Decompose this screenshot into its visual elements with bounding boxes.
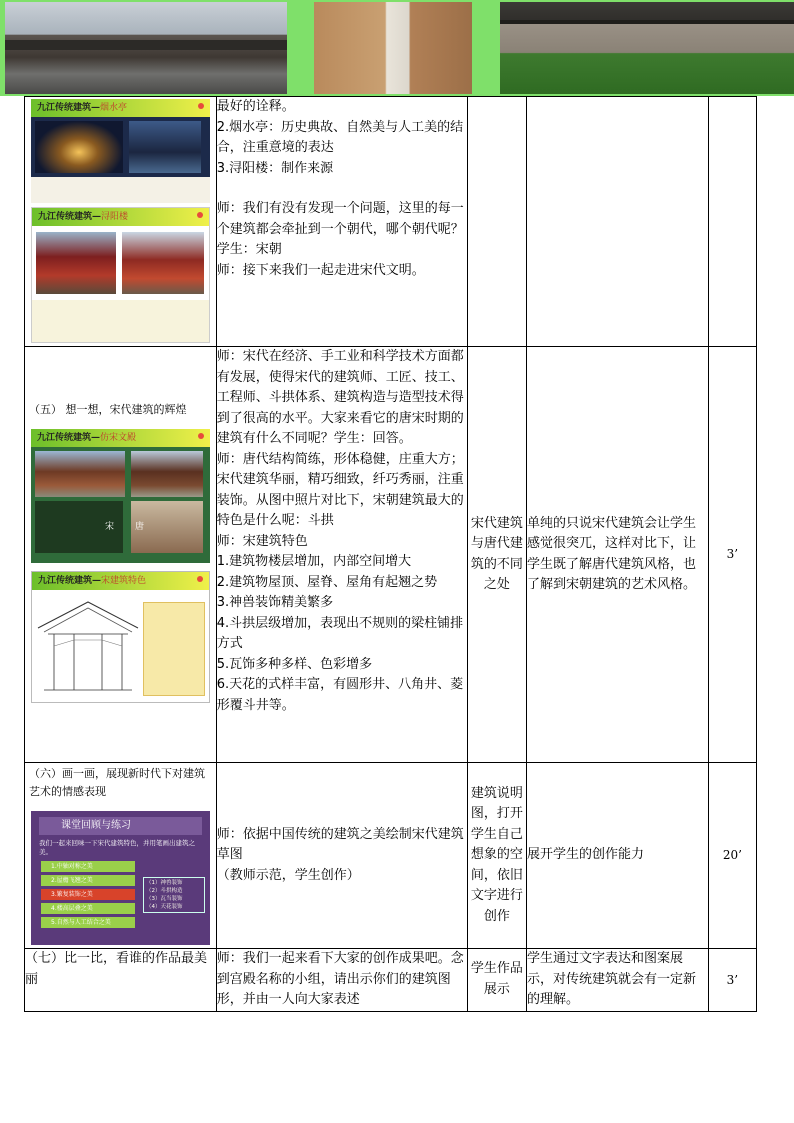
text-line: 2.建筑物屋顶、屋脊、屋角有起翘之势 <box>216 574 438 590</box>
stage-cell <box>25 763 217 949</box>
text-line: 师：依据中国传统的建筑之美绘制宋代建筑草图 <box>216 826 464 863</box>
list-item: 3.繁复装饰之美 <box>41 889 135 900</box>
focus-cell: 建筑说明图，打开学生自己想象的空间，依旧文字进行创作 <box>467 763 526 949</box>
sub-items-box <box>143 877 205 913</box>
pavilion-night-photo <box>35 121 123 173</box>
tang-label: 唐 <box>135 522 145 532</box>
table-row <box>25 97 757 347</box>
list-item: 2.屋檐飞翘之美 <box>41 875 135 886</box>
list-item: （1）神兽装饰 <box>146 880 183 886</box>
caption-box <box>31 177 210 203</box>
intent-cell: 学生通过文字表达和图案展示，对传统建筑就会有一定新的理解。 <box>527 949 709 1012</box>
brick-houses-photo <box>314 2 472 94</box>
text-line: 5.瓦饰多种多样、色彩增多 <box>216 656 373 672</box>
slide-title: 九江传统建筑—仿宋文殿 <box>31 429 210 447</box>
table-row <box>25 763 757 949</box>
text-line: 3.浔阳楼：制作来源 <box>216 160 334 176</box>
intent-cell <box>527 97 709 347</box>
lesson-plan-table <box>24 96 757 1012</box>
focus-cell: 宋代建筑与唐代建筑的不同之处 <box>467 347 526 763</box>
table-row <box>25 949 757 1012</box>
stage-title: （六）画一画，展现新时代下对建筑艺术的情感表现 <box>29 767 205 798</box>
stage-cell: （七）比一比，看谁的作品最美丽 <box>25 949 217 1012</box>
text-line: 师：宋代在经济、手工业和科学技术方面都有发展，使得宋代的建筑师、工匠、技工、工程师、斗拱体系、建筑构造与造型技术得到了很高的水平。大家来看它的唐宋时期的建筑有什么不同呢？学生：回答。 <box>216 349 464 446</box>
teacher-student-activity-cell <box>216 763 467 949</box>
song-hall-slide <box>31 429 210 563</box>
song-label: 宋 <box>105 522 115 532</box>
slide-title: 课堂回顾与练习 <box>39 817 202 835</box>
spacer <box>217 179 467 199</box>
slide-title: 九江传统建筑—烟水亭 <box>31 99 210 117</box>
decor-dot-icon <box>197 212 203 218</box>
slide-title: 九江传统建筑—宋建筑特色 <box>32 572 209 590</box>
focus-cell: 学生作品展示 <box>467 949 526 1012</box>
list-item: （2）斗拱构造 <box>146 888 183 894</box>
decor-dot-icon <box>198 103 204 109</box>
intent-cell: 展开学生的创作能力 <box>527 763 709 949</box>
text-line: 师：接下来我们一起走进宋代文明。 <box>216 262 425 278</box>
caption-box <box>32 300 209 342</box>
text-line: 师：唐代结构简练，形体稳健，庄重大方；宋代建筑华丽，精巧细致，纤巧秀丽，注重装饰。从图中照片对比下，宋朝建筑最大的特色是什么呢：斗拱 <box>216 451 464 528</box>
decor-dot-icon <box>197 576 203 582</box>
slide-title: 九江传统建筑—浔阳楼 <box>32 208 209 226</box>
song-features-slide <box>31 571 210 703</box>
time-cell: 20’ <box>708 763 756 949</box>
teacher-student-activity-cell: 师：我们一起来看下大家的创作成果吧。念到宫殿名称的小组，请出示你们的建筑图形，并由一人向大家表述 <box>216 949 467 1012</box>
text-line: 1.建筑物楼层增加，内部空间增大 <box>216 554 412 569</box>
focus-cell <box>467 97 526 347</box>
photo-banner <box>0 0 794 96</box>
text-line: 最好的诠释。 <box>216 99 295 114</box>
slide-intro: 我们一起来回味一下宋代建筑特色，并用笔画出建筑之美。 <box>39 839 195 856</box>
stage-title: （五） 想一想，宋代建筑的辉煌 <box>29 403 187 416</box>
list-item: （4）天花装饰 <box>146 904 183 910</box>
architecture-sketch <box>34 594 142 698</box>
table-row <box>25 347 757 763</box>
tower-photo <box>122 232 204 294</box>
list-item: 5.自然与人工结合之美 <box>41 917 135 928</box>
list-item: 1.中轴对称之美 <box>41 861 135 872</box>
pavilion-lake-photo <box>129 121 201 173</box>
slide-items-list <box>41 861 135 931</box>
text-line: 学生：宋朝 <box>216 242 282 257</box>
intent-cell: 单纯的只说宋代建筑会让学生感觉很突兀，这样对比下，让学生既了解唐代建筑风格，也了解到宋朝建筑的艺术风格。 <box>527 347 709 763</box>
time-cell <box>708 97 756 347</box>
tang-building-photo <box>131 451 203 497</box>
song-building-photo <box>35 451 125 497</box>
teacher-student-activity-cell <box>216 97 467 347</box>
text-line: 6.天花的式样丰富，有圆形井、八角井、菱形覆斗井等。 <box>216 677 464 713</box>
village-street-photo <box>5 2 287 94</box>
xunyang-tower-slide <box>31 207 210 343</box>
old-house-photo <box>500 2 794 94</box>
text-line: （教师示范，学生创作） <box>216 867 360 883</box>
text-line: 3.神兽装饰精美繁多 <box>216 595 334 610</box>
text-line: 2.烟水亭：历史典故、自然美与人工美的结合，注重意境的表达 <box>216 119 464 155</box>
tower-photo <box>36 232 116 294</box>
stage-cell <box>25 97 217 347</box>
teacher-student-activity-cell <box>216 347 467 763</box>
text-line: 4.斗拱层级增加，表现出不规则的梁柱铺排方式 <box>216 615 464 651</box>
features-list-box <box>143 602 205 696</box>
list-item: 4.楼高层叠之美 <box>41 903 135 914</box>
review-practice-slide <box>31 811 210 945</box>
time-cell: 3’ <box>708 949 756 1012</box>
yanshui-pavilion-slide <box>31 99 210 203</box>
stage-cell <box>25 347 217 763</box>
time-cell: 3’ <box>708 347 756 763</box>
list-item: （3）瓦当装饰 <box>146 896 183 902</box>
text-line: 师：宋建筑特色 <box>216 533 308 549</box>
text-line: 师：我们有没有发现一个问题，这里的每一个建筑都会牵扯到一个朝代，哪个朝代呢？ <box>216 201 464 237</box>
decor-dot-icon <box>198 433 204 439</box>
